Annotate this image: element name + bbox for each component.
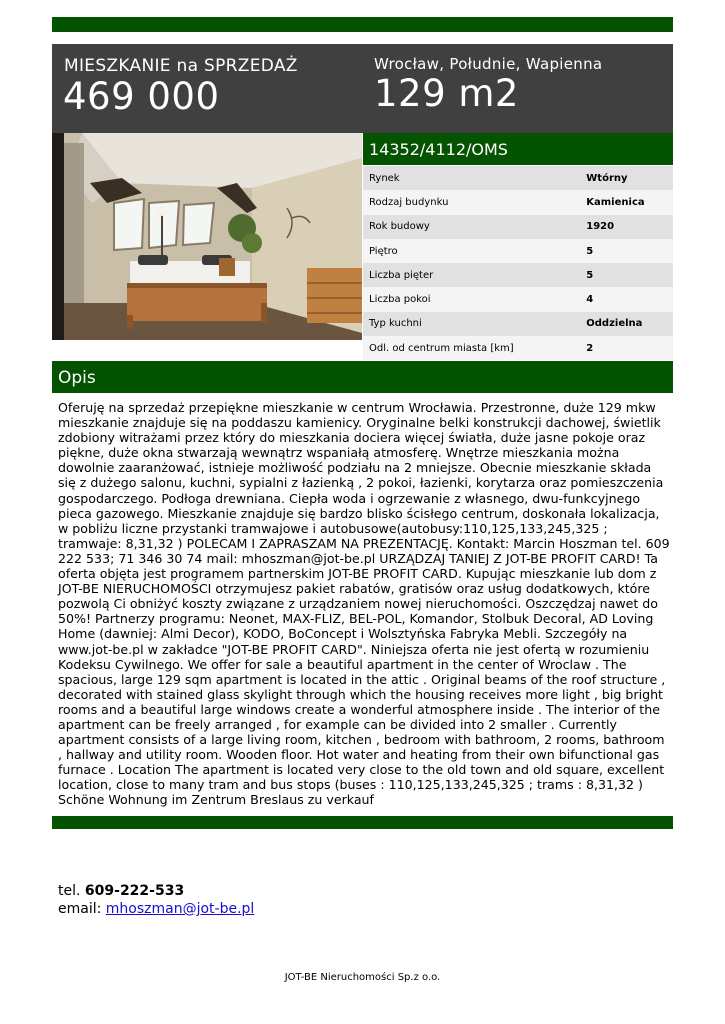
phone-label: tel. [58,883,81,899]
offer-type: MIESZKANIE na SPRZEDAŻ [64,56,298,76]
reference-bar [363,133,673,165]
email-line [58,900,254,918]
details-row [363,312,673,336]
detail-value: 4 [582,287,673,311]
contact-block [58,882,254,918]
area: 129 m2 [374,72,519,115]
detail-label: Piętro [363,239,582,263]
description-text: Oferuję na sprzedaż przepiękne mieszkanie w centrum Wrocławia. Przestronne, duże 129 mkw mieszkanie znajduje się na poddaszu kamienicy. Oryginalne belki konstrukcji dachowej, świetlik zdobiony witrażami przez który do mieszkania dociera więcej światła, duże jasne pokoje oraz piękne, duże okna stwarzają wewnątrz wspaniałą atmosferę. Wnętrze mieszkania można dowolnie zaaranżować, istnieje możliwość podziału na 2 mniejsze. Obecnie mieszkanie składa się z dużego salonu, kuchni, sypialni z łazienką , 2 pokoi, łazienki, korytarza oraz pomieszczenia gospodarczego. Podłoga drewniana. Ciepła woda i ogrzewanie z własnego, dwu-funkcyjnego pieca gazowego. Mieszkanie znajduje się bardzo blisko ścisłego centrum, doskonała lokalizacja, w pobliżu liczne przystanki tramwajowe i autobusowe(autobusy:110,125,133,245,325 ; tramwaje: 8,31,32 ) POLECAM I ZAPRASZAM NA PREZENTACJĘ. Kontakt: Marcin Hoszman tel. 609 222 533; 71 346 30 74 mail: mhoszman@jot-be.pl URZĄDZAJ TANIEJ Z JOT-BE PROFIT CARD! Ta oferta objęta jest programem partnerskim JOT-BE PROFIT CARD. Kupując mieszkanie lub dom z JOT-BE NIERUCHOMOŚCI otrzymujesz pakiet rabatów, gratisów oraz usług dodatkowych, które pozwolą Ci obniżyć koszty związane z urządzaniem nowej nieruchomości. Oszczędzaj nawet do 50%! Partnerzy programu: Neonet, MAX-FLIZ, BEL-POL, Komandor, Stolbuk Decoral, AD Loving Home (dawniej: Almi Decor), KODO, BoConcept i Wolsztyńska Fabryka Mebli. Szczegóły na www.jot-be.pl w zakładce "JOT-BE PROFIT CARD". Niniejsza oferta nie jest ofertą w rozumieniu Kodeksu Cywilnego. We offer for sale a beautiful apartment in the center of Wroclaw . The spacious, large 129 sqm apartment is located in the attic . Original beams of the roof structure , decorated with stained glass skylight through which the housing receives more light , big bright rooms and a beautiful large windows create a wonderful atmosphere inside . The interior of the apartment can be freely arranged , for example can be divided into 2 smaller . Currently apartment consists of a large living room, kitchen , bedroom with bathroom, 2 rooms, bathroom , hallway and utility room. Wooden floor. Hot water and heating from their own bifunctional gas furnace . Location The apartment is located very close to the old town and old square, excellent location, close to many tram and bus stops (buses : 110,125,133,245,325 ; trams : 8,31,32 ) Schöne Wohnung im Zentrum Breslaus zu verkauf [58,400,670,808]
reference-number: 14352/4112/OMS [369,140,508,159]
details-row [363,239,673,263]
description-heading: Opis [58,368,96,388]
details-row [363,287,673,311]
detail-value: Kamienica [582,190,673,214]
details-row [363,166,673,190]
listing-header [52,44,673,133]
detail-value: 5 [582,263,673,287]
detail-label: Typ kuchni [363,312,582,336]
footer-company: JOT-BE Nieruchomości Sp.z o.o. [284,972,441,983]
location: Wrocław, Południe, Wapienna [374,55,603,73]
detail-value: 5 [582,239,673,263]
details-row [363,263,673,287]
detail-label: Rok budowy [363,215,582,239]
email-label: email: [58,901,102,917]
detail-value: Oddzielna [582,312,673,336]
bottom-green-bar [52,816,673,829]
details-table [363,166,673,360]
detail-value: 2 [582,336,673,360]
property-photo [52,133,362,340]
detail-label: Liczba pokoi [363,287,582,311]
detail-label: Rodzaj budynku [363,190,582,214]
phone-number: 609-222-533 [84,883,185,899]
detail-label: Rynek [363,166,582,190]
detail-value: Wtórny [582,166,673,190]
email-link[interactable]: mhoszman@jot-be.pl [105,901,255,917]
detail-label: Liczba pięter [363,263,582,287]
details-row [363,215,673,239]
detail-label: Odl. od centrum miasta [km] [363,336,582,360]
details-row [363,336,673,360]
phone-line [58,882,254,900]
top-green-bar [52,17,673,32]
price: 469 000 [63,75,220,118]
details-row [363,190,673,214]
description-heading-bar [52,361,673,393]
detail-value: 1920 [582,215,673,239]
